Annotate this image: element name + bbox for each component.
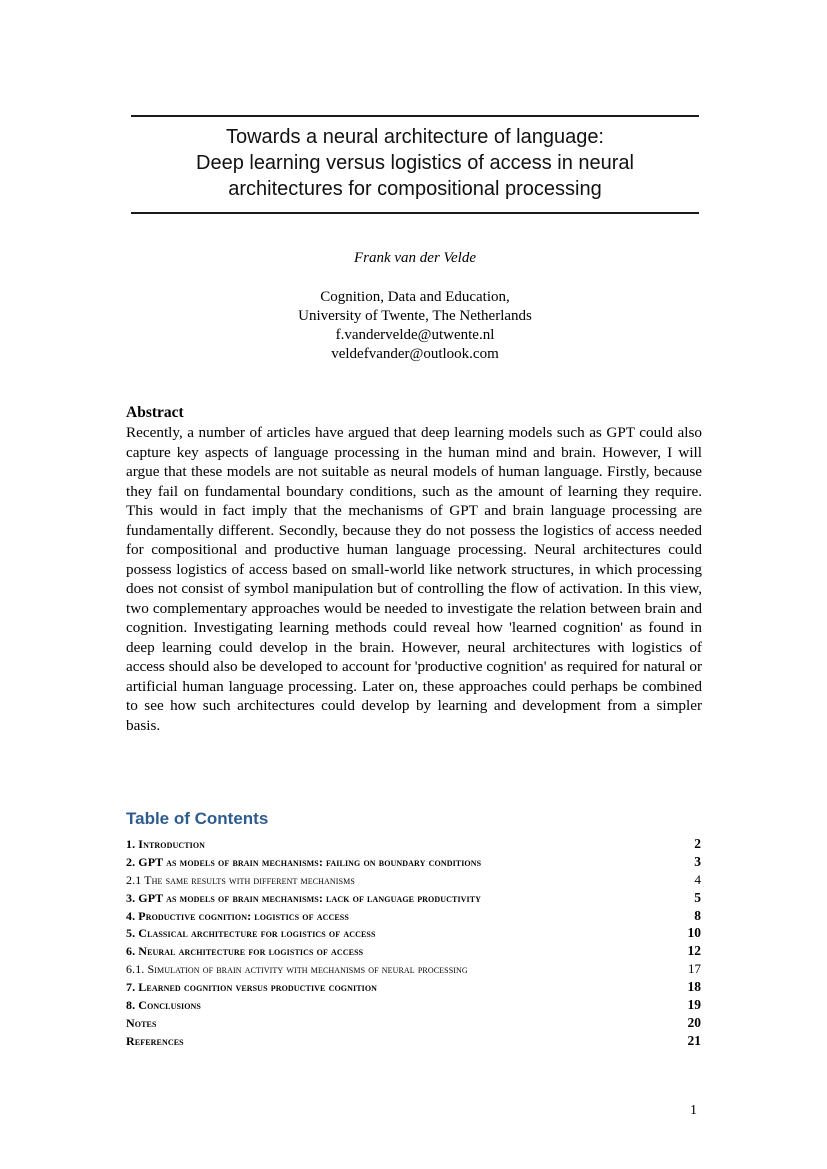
toc-entry-page: 8 (694, 907, 701, 923)
toc-entry[interactable] (126, 908, 701, 926)
title-line-2: Deep learning versus logistics of access in neural (196, 152, 634, 174)
toc-entry[interactable] (126, 979, 701, 997)
abstract-heading: Abstract (126, 404, 184, 421)
toc-entry-page: 18 (687, 979, 701, 995)
toc-entry-label: 2.1 The same results with different mechanisms (126, 872, 355, 887)
affiliation-email-2: veldefvander@outlook.com (331, 346, 499, 362)
toc-entry-label: 8. Conclusions (126, 998, 201, 1013)
toc-entry-page: 12 (687, 943, 701, 959)
toc-entry-page: 10 (687, 925, 701, 941)
toc-entry[interactable] (126, 854, 701, 872)
abstract-text: Recently, a number of articles have argued that deep learning models such as GPT could also capture key aspects of language processing in the human mind and brain. However, I will argue that these models are not suitable as neural models of human language. Firstly, because they fail on fundamental boundary conditions, such as the amount of learning they require. This would in fact imply that the mechanisms of GPT and brain language processing are fundamentally different. Secondly, because they do not possess the logistics of access needed for compositional and productive human language processing. Neural architectures could possess logistics of access based on small-world like network structures, in which processing does not consist of symbol manipulation but of controlling the flow of activation. In this view, two complementary approaches would be needed to investigate the relation between brain and cognition. Investigating learning methods could reveal how 'learned cognition' as found in deep learning could develop in the brain. However, neural architectures with logistics of access should also be developed to account for 'productive cognition' as required for natural or artificial human language processing. Later on, these approaches could perhaps be combined to see how such architectures could develop by learning and development from a simpler basis. (126, 424, 702, 734)
toc-entry-label: 6. Neural architecture for logistics of access (126, 944, 364, 959)
toc-entry[interactable] (126, 961, 701, 979)
affiliation-block (131, 288, 699, 364)
toc-entry-label: Notes (126, 1015, 157, 1030)
table-of-contents (126, 836, 701, 1051)
page-number: 1 (690, 1103, 697, 1118)
toc-entry[interactable] (126, 836, 701, 854)
toc-entry[interactable] (126, 925, 701, 943)
toc-entry[interactable] (126, 1015, 701, 1033)
title-line-3: architectures for compositional processing (228, 178, 602, 200)
toc-entry-page: 20 (687, 1014, 701, 1030)
toc-entry-label: 3. GPT as models of brain mechanisms: lack of language productivity (126, 890, 482, 905)
toc-heading: Table of Contents (126, 809, 269, 828)
title-bottom-rule (131, 212, 699, 214)
toc-entry[interactable] (126, 890, 701, 908)
toc-entry[interactable] (126, 997, 701, 1015)
paper-title (131, 124, 699, 202)
toc-entry-label: 1. Introduction (126, 837, 206, 851)
toc-entry-label: 4. Productive cognition: logistics of access (126, 908, 349, 923)
toc-entry-label: 7. Learned cognition versus productive cognition (126, 980, 378, 995)
toc-entry-label: 6.1. Simulation of brain activity with mechanisms of neural processing (126, 962, 468, 977)
toc-entry-page: 3 (694, 853, 701, 869)
toc-entry[interactable] (126, 1033, 701, 1051)
toc-entry[interactable] (126, 943, 701, 961)
toc-entry[interactable] (126, 872, 701, 890)
affiliation-email-1: f.vandervelde@utwente.nl (335, 327, 495, 343)
toc-entry-page: 17 (688, 961, 701, 977)
toc-entry-label: 5. Classical architecture for logistics of access (126, 926, 376, 941)
author-name: Frank van der Velde (353, 250, 477, 266)
affiliation-department: Cognition, Data and Education, (320, 289, 510, 305)
affiliation-university: University of Twente, The Netherlands (298, 308, 532, 324)
toc-entry-page: 4 (694, 871, 701, 887)
toc-entry-label: References (126, 1033, 184, 1048)
toc-entry-page: 5 (694, 889, 701, 905)
toc-entry-page: 21 (687, 1032, 701, 1048)
toc-entry-page: 19 (687, 997, 701, 1013)
toc-entry-label: 2. GPT as models of brain mechanisms: failing on boundary conditions (126, 854, 482, 869)
title-top-rule (131, 115, 699, 117)
title-line-1: Towards a neural architecture of language: (225, 126, 604, 148)
toc-entry-page: 2 (694, 836, 701, 851)
